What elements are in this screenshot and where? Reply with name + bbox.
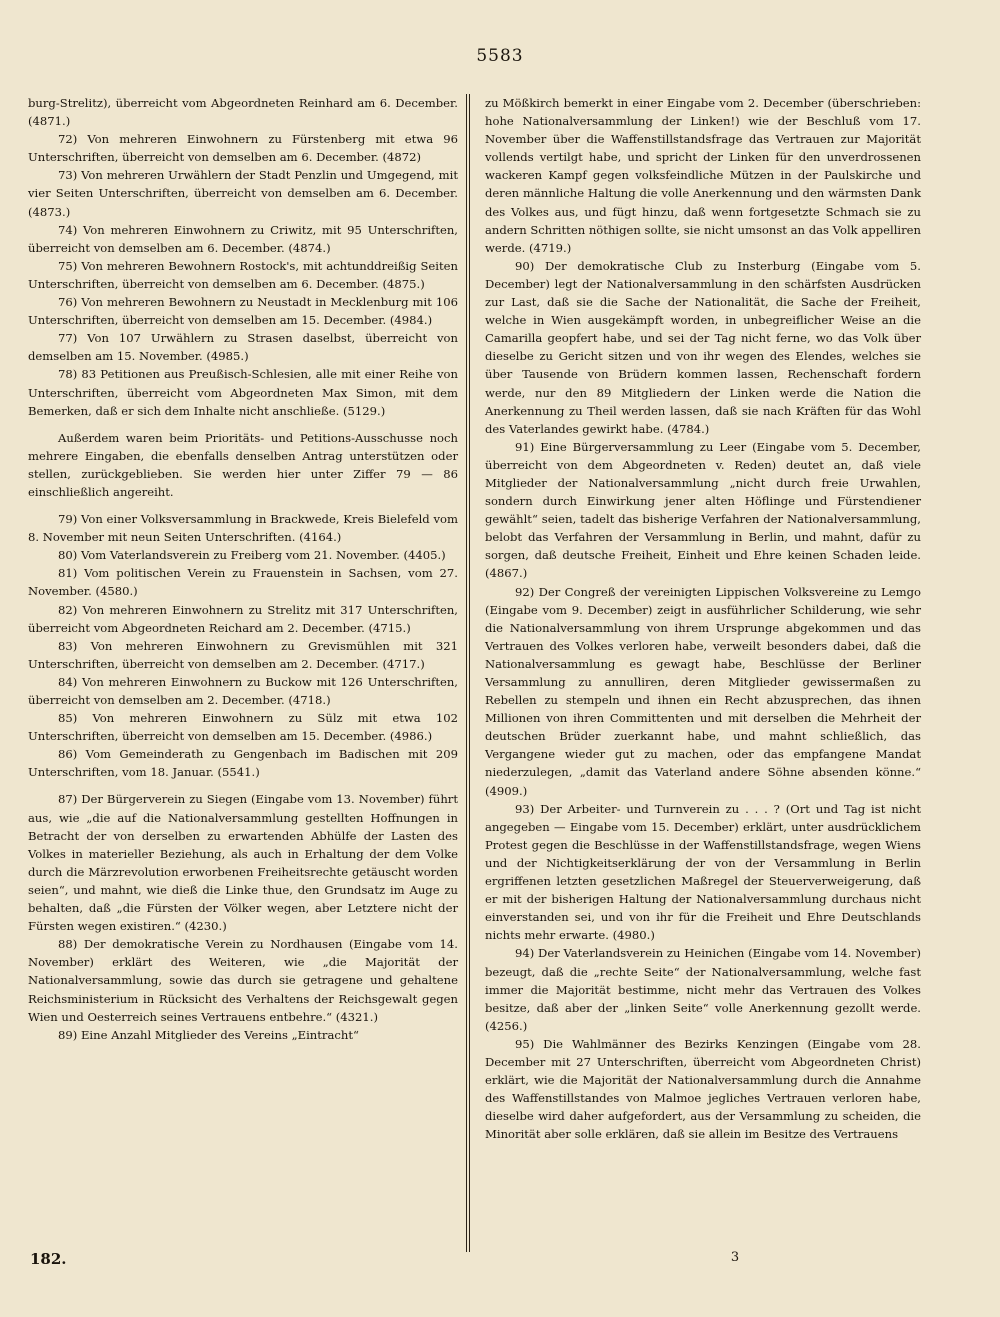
paragraph: 89) Eine Anzahl Mitglieder des Vereins „Eintracht“: [58, 1027, 359, 1042]
paragraph: 86) Vom Gemeinderath zu Gengenbach im Badischen mit 209 Unterschriften, vom 18. Januar. (5541.): [28, 747, 458, 780]
paragraph: 90) Der demokratische Club zu Insterburg (Eingabe vom 5. December) legt der Nationalversammlung in den schärfsten Ausdrücken zur Last, daß sie die Sache der Nationalität, die Sache der Freiheit, welche in Wien ausgekämpft worden, in unbegreiflicher Weise an die Camarilla geopfert habe, und sei der Tag nicht ferne, wo das Volk über dieselbe zu Gericht sitzen und von ihr wegen des Elendes, welches sie über Tausende von Brüdern kommen lassen, Rechenschaft fordern werde, nur den 89 Mitgliedern der Linken werde die Nation die Anerkennung zu Theil werden lassen, daß sie nach Kräften für das Wohl des Vaterlandes gewirkt habe. (4784.): [485, 258, 921, 436]
paragraph: 85) Von mehreren Einwohnern zu Sülz mit etwa 102 Unterschriften, überreicht von demselben am 15. December. (4986.): [28, 711, 458, 744]
paragraph: zu Mößkirch bemerkt in einer Eingabe vom 2. December (überschrieben: hohe Nationalversammlung der Linken!) wie der Beschluß vom 17. November über die Waffenstillstandsfrage das Vertrauen zur Majorität vollends vertilgt habe, und spricht der Linken für den unverdrossenen wackeren Kampf gegen volksfeindliche Mützen in der Paulskirche und deren männliche Haltung die volle Anerkennung und den wärmsten Dank des Volkes aus, und fügt hinzu, daß wenn fortgesetzte Schmach sie zu andern Schritten nöthigen sollte, sie nicht umsonst an das Volk appelliren werde. (4719.): [485, 96, 921, 255]
paragraph: 75) Von mehreren Bewohnern Rostock's, mit achtunddreißig Seiten Unterschriften, überreicht von demselben am 6. December. (4875.): [28, 258, 458, 291]
column-divider: [466, 94, 470, 1252]
paragraph: 91) Eine Bürgerversammlung zu Leer (Eingabe vom 5. December, überreicht von dem Abgeordneten v. Reden) deutet an, daß viele Mitglieder der Nationalversammlung „nicht durch freie Urwahlen, sondern durch Einwirkung jener alten Höflinge und Fürstendiener gewählt“ seien, tadelt das bisherige Verfahren der Nationalversammlung, belobt das Verfahren der Versammlung in Berlin, und mahnt, dafür zu sorgen, daß deutsche Freiheit, Einheit und Ehre keinen Schaden leide. (4867.): [485, 439, 921, 581]
paragraph: 84) Von mehreren Einwohnern zu Buckow mit 126 Unterschriften, überreicht von demselben am 2. December. (4718.): [28, 674, 458, 707]
paragraph: 74) Von mehreren Einwohnern zu Criwitz, mit 95 Unterschriften, überreicht von demselben am 6. December. (4874.): [28, 222, 458, 255]
sheet-mark: 3: [730, 1250, 740, 1265]
paragraph: 78) 83 Petitionen aus Preußisch-Schlesien, alle mit einer Reihe von Unterschriften, überreicht vom Abgeordneten Max Simon, mit dem Bemerken, daß er sich dem Inhalte nicht anschließe. (5129.): [28, 367, 458, 418]
paragraph: 79) Von einer Volksversammlung in Brackwede, Kreis Bielefeld vom 8. November mit neun Seiten Unterschriften. (4164.): [28, 512, 458, 545]
paragraph: 87) Der Bürgerverein zu Siegen (Eingabe vom 13. November) führt aus, wie „die auf die Nationalversammlung gestellten Hoffnungen in Betracht der von derselben zu erwartenden Abhülfe der Lasten des Volkes in materieller Beziehung, als auch in Erhaltung der dem Volke durch die Märzrevolution erworbenen Freiheitsrechte getäuscht worden seien“, und mahnt, wie dieß die Linke thue, den Grundsatz im Auge zu behalten, daß „die Fürsten der Völker wegen, aber Letztere nicht der Fürsten wegen existiren.“ (4230.): [28, 792, 458, 934]
paragraph: burg-Strelitz), überreicht vom Abgeordneten Reinhard am 6. December. (4871.): [28, 96, 458, 129]
paragraph: Außerdem waren beim Prioritäts- und Petitions-Ausschusse noch mehrere Eingaben, die ebenfalls denselben Antrag unterstützen oder stellen, zurückgeblieben. Sie werden hier unter Ziffer 79 — 86 einschließlich angereiht.: [28, 430, 458, 499]
left-column: [28, 94, 458, 1044]
paragraph: 93) Der Arbeiter- und Turnverein zu . . . ? (Ort und Tag ist nicht angegeben — Eingabe vom 15. December) erklärt, unter ausdrücklichem Protest gegen die Beschlüsse in der Waffenstillstandsfrage, wegen Wiens und der Nichtigkeitserklärung der von der Versammlung in Berlin ergriffenen letzten gesetzlichen Maßregel der Steuerverweigerung, daß er mit der bisherigen Haltung der Nationalversammlung durchaus nicht einverstanden sei, und von ihr für die Freiheit und Ehre Deutschlands nichts mehr erwarte. (4980.): [485, 801, 921, 943]
paragraph: 81) Vom politischen Verein zu Frauenstein in Sachsen, vom 27. November. (4580.): [28, 566, 458, 599]
paragraph: 76) Von mehreren Bewohnern zu Neustadt in Mecklenburg mit 106 Unterschriften, überreicht von demselben am 15. December. (4984.): [28, 295, 458, 328]
right-column: [485, 94, 921, 1143]
paragraph: 95) Die Wahlmänner des Bezirks Kenzingen (Eingabe vom 28. December mit 27 Unterschriften, überreicht vom Abgeordneten Christ) erklärt, wie die Majorität der Nationalversammlung durch die Annahme des Waffenstillstandes von Malmoe jegliches Vertrauen verloren habe, dieselbe wird daher aufgefordert, aus der Versammlung zu scheiden, die Minorität aber solle erklären, daß sie allein im Besitze des Vertrauens: [485, 1036, 921, 1142]
paragraph: 80) Vom Vaterlandsverein zu Freiberg vom 21. November. (4405.): [58, 548, 446, 563]
sheet-signature: 182.: [30, 1250, 67, 1268]
paragraph: 88) Der demokratische Verein zu Nordhausen (Eingabe vom 14. November) erklärt des Weiteren, wie „die Majorität der Nationalversammlung, sowie das durch sie getragene und gehaltene Reichsministerium in Rücksicht des Verhaltens der Reichsgewalt gegen Wien und Oesterreich seines Vertrauens entbehre.“ (4321.): [28, 937, 458, 1024]
paragraph: 92) Der Congreß der vereinigten Lippischen Volksvereine zu Lemgo (Eingabe vom 9. December) zeigt in ausführlicher Schilderung, wie sehr die Nationalversammlung von ihrem Ursprunge abgekommen und das Vertrauen des Volkes verloren habe, verweilt besonders dabei, daß die Nationalversammlung es gewagt habe, Beschlüsse der Berliner Versammlung zu annulliren, deren Mitglieder gewissermaßen zu Rebellen zu stempeln und ihnen ein Recht abzusprechen, das ihnen Millionen von ihren Committenten und mit derselben die Mehrheit der deutschen Brüder zuerkannt habe, und mahnt schließlich, das Vergangene wieder gut zu machen, oder das empfangene Mandat niederzulegen, „damit das Vaterland andere Söhne absenden könne.“ (4909.): [485, 584, 921, 798]
page-number: 5583: [476, 46, 524, 66]
paragraph: 94) Der Vaterlandsverein zu Heinichen (Eingabe vom 14. November) bezeugt, daß die „rechte Seite“ der Nationalversammlung, welche fast immer die Majorität bestimme, nicht mehr das Vertrauen des Volkes besitze, daß aber der „linken Seite“ volle Anerkennung gezollt werde. (4256.): [485, 946, 921, 1033]
paragraph: 73) Von mehreren Urwählern der Stadt Penzlin und Umgegend, mit vier Seiten Unterschriften, überreicht von demselben am 6. December. (4873.): [28, 168, 458, 219]
paragraph: 82) Von mehreren Einwohnern zu Strelitz mit 317 Unterschriften, überreicht vom Abgeordneten Reichard am 2. December. (4715.): [28, 602, 458, 635]
paragraph: 72) Von mehreren Einwohnern zu Fürstenberg mit etwa 96 Unterschriften, überreicht von demselben am 6. December. (4872): [28, 132, 458, 165]
paragraph: 83) Von mehreren Einwohnern zu Grevismühlen mit 321 Unterschriften, überreicht von demselben am 2. December. (4717.): [28, 638, 458, 671]
paragraph: 77) Von 107 Urwählern zu Strasen daselbst, überreicht von demselben am 15. November. (4985.): [28, 331, 458, 364]
